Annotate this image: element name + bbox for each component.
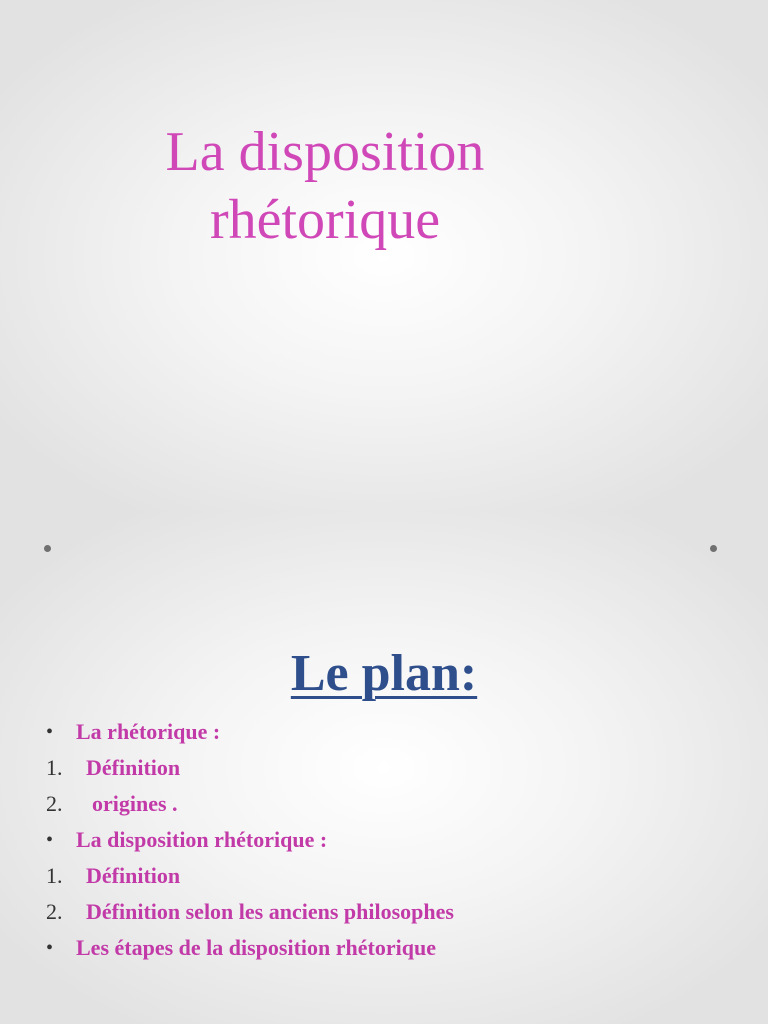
list-item [0,930,768,966]
plan-list [0,714,768,966]
right-dot-decoration [710,545,717,552]
number-marker: 2. [46,899,63,924]
list-item [0,822,768,858]
bullet-marker: • [46,829,54,851]
list-item-text: Définition [86,863,181,888]
list-item-text: Définition selon les anciens philosophes [86,899,454,924]
title-line-2: rhétorique [209,189,441,251]
list-item-text: Les étapes de la disposition rhétorique [76,935,436,960]
number-marker: 2. [46,791,63,816]
list-item-text: Définition [86,755,181,780]
list-item-text: La disposition rhétorique : [76,827,328,852]
list-item-text: origines . [92,791,178,816]
left-dot-decoration [44,545,51,552]
list-item [0,786,768,822]
number-marker: 1. [46,863,63,888]
list-item [0,714,768,750]
list-item [0,750,768,786]
list-item [0,894,768,930]
bullet-marker: • [46,721,54,743]
number-marker: 1. [46,755,63,780]
list-item-text: La rhétorique : [76,719,221,744]
slide-title [0,118,650,254]
bullet-marker: • [46,937,54,959]
list-item [0,858,768,894]
plan-heading: Le plan: [290,645,478,702]
title-line-1: La disposition [165,121,485,183]
